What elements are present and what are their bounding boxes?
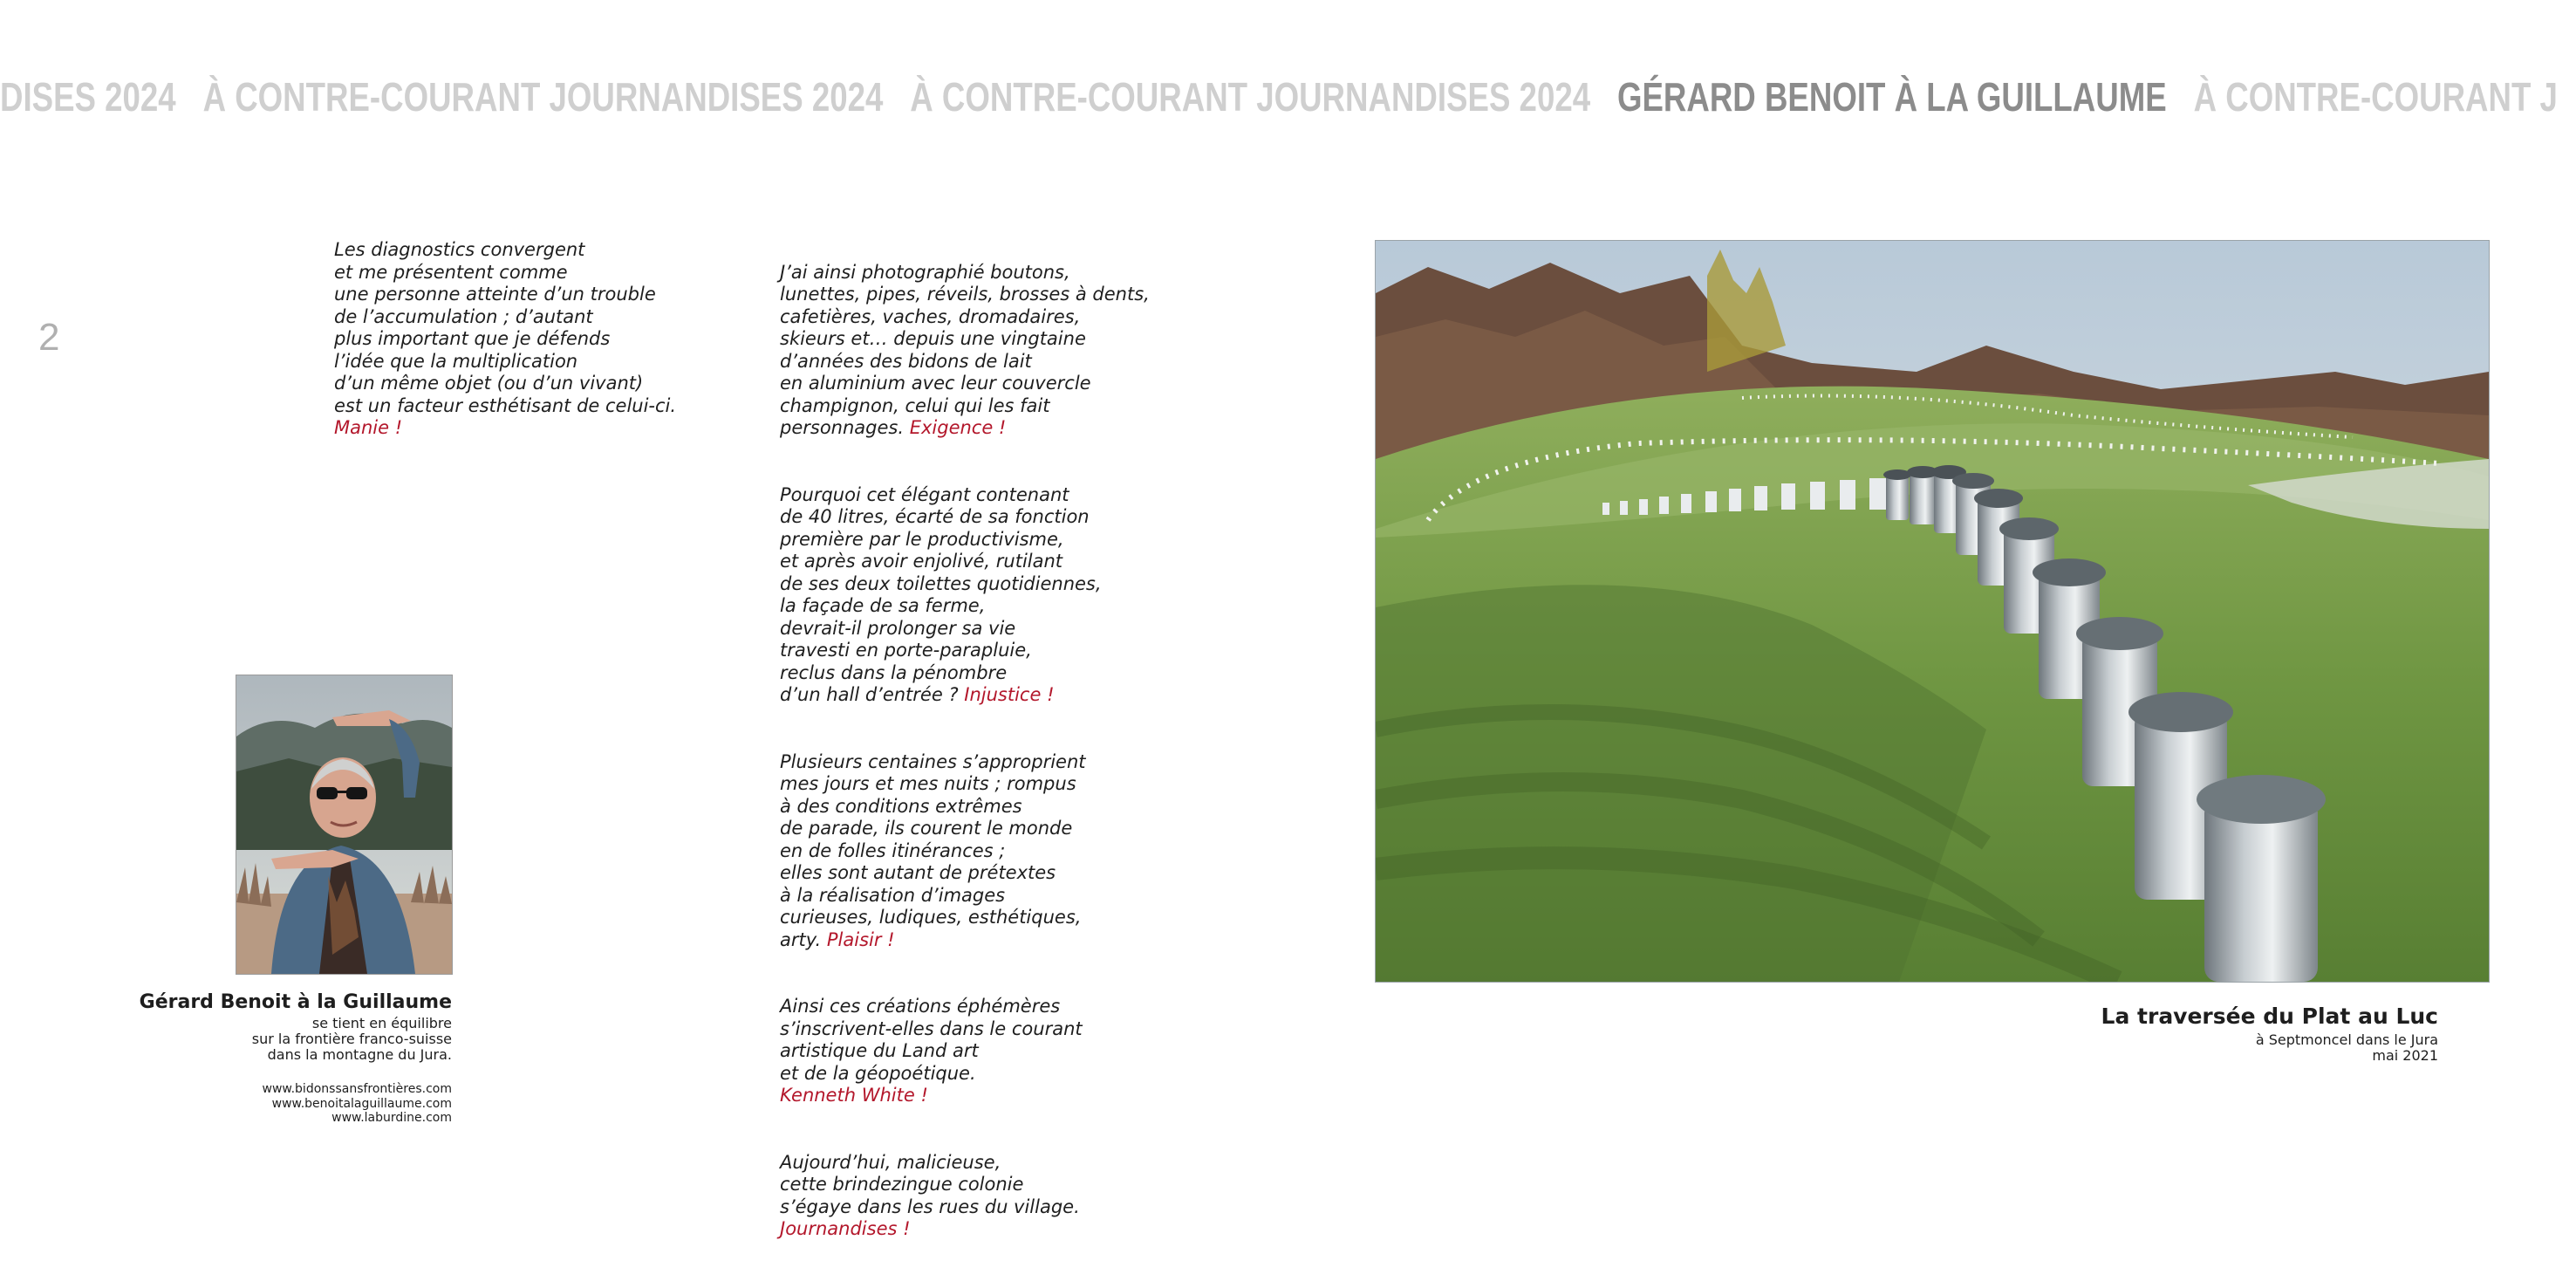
paragraph-highlight: Plaisir ! — [826, 928, 895, 950]
author-bio: se tient en équilibre sur la frontière franco-suisse dans la montagne du Jura. — [251, 1015, 452, 1063]
paragraph-highlight: Exigence ! — [909, 417, 1007, 438]
paragraph-5 — [780, 1152, 1150, 1241]
author-links — [131, 1082, 452, 1126]
paragraph-text: Plusieurs centaines s’approprient mes jours et mes nuits ; rompus à des conditions extrêmes de parade, ils courent le monde en de folles itinérances ; elles sont autant de prétextes à la réalisation d’images curieuses, ludiques, esthétiques, arty. — [780, 750, 1086, 950]
paragraph-text: Pourquoi cet élégant contenant de 40 litres, écarté de sa fonction première par le productivisme, et après avoir enjolivé, rutilant de ses deux toilettes quotidiennes, la façade de sa ferme, devrait-il prolonger sa vie travesti en porte-parapluie, reclus dans la pénombre d’un hall d’entrée ? — [780, 483, 1102, 705]
photo-caption-title: La traversée du Plat au Luc — [2101, 1004, 2438, 1029]
paragraph-text: Ainsi ces créations éphémères s’inscrivent-elles dans le courant artistique du Land art et de la géopoétique. — [780, 996, 1083, 1084]
text-column-right — [780, 239, 1150, 1285]
author-name: Gérard Benoit à la Guillaume — [139, 991, 452, 1013]
paragraph-highlight: Journandises ! — [780, 1218, 911, 1239]
author-link[interactable]: www.bidonssansfrontières.com — [262, 1082, 452, 1096]
page-number: 2 — [38, 316, 60, 359]
milk-cans-landscape-photo — [1375, 240, 2490, 983]
author-link[interactable]: www.laburdine.com — [331, 1111, 452, 1125]
column1-text: Les diagnostics convergent et me présentent comme une personne atteinte d’un trouble de l’accumulation ; d’autant plus important que je défends l’idée que la multiplication d’un même objet (ou d’un vivant) est un facteur esthétisant de celui-ci. — [334, 239, 677, 416]
paragraph-3 — [780, 751, 1150, 952]
banner-segment: DISES 2024 — [0, 74, 176, 120]
paragraph-text: Aujourd’hui, malicieuse, cette brindezingue colonie s’égaye dans les rues du village. — [780, 1151, 1080, 1217]
running-header-banner — [0, 73, 2576, 134]
banner-author-name: GÉRARD BENOIT À LA GUILLAUME — [1616, 74, 2167, 120]
photo-caption-date: mai 2021 — [2372, 1047, 2438, 1064]
paragraph-4 — [780, 996, 1150, 1107]
author-portrait-photo — [236, 675, 453, 975]
photo-caption-details — [2256, 1032, 2438, 1064]
paragraph-text: J’ai ainsi photographié boutons, lunettes, pipes, réveils, brosses à dents, cafetières, vaches, dromadaires, skieurs et… depuis une vingtaine d’années des bidons de lait en aluminium avec leur couvercle champignon, celui qui les fait personnages. — [780, 261, 1150, 438]
paragraph-2 — [780, 484, 1150, 707]
paragraph-highlight: Injustice ! — [964, 684, 1055, 705]
paragraph-highlight: Kenneth White ! — [780, 1085, 928, 1106]
banner-segment: À CONTRE-COURANT JOURNANDISES 2024 — [202, 74, 884, 120]
photo-caption-location: à Septmoncel dans le Jura — [2255, 1031, 2438, 1048]
paragraph-1 — [780, 262, 1150, 440]
author-link[interactable]: www.benoitalaguillaume.com — [271, 1096, 452, 1111]
column1-highlight: Manie ! — [334, 417, 403, 438]
text-column-left — [334, 239, 676, 440]
banner-segment: À CONTRE-COURANT JOURNANDISES 2024 — [910, 74, 1591, 120]
banner-segment: À CONTRE-COURANT J — [2193, 74, 2558, 120]
